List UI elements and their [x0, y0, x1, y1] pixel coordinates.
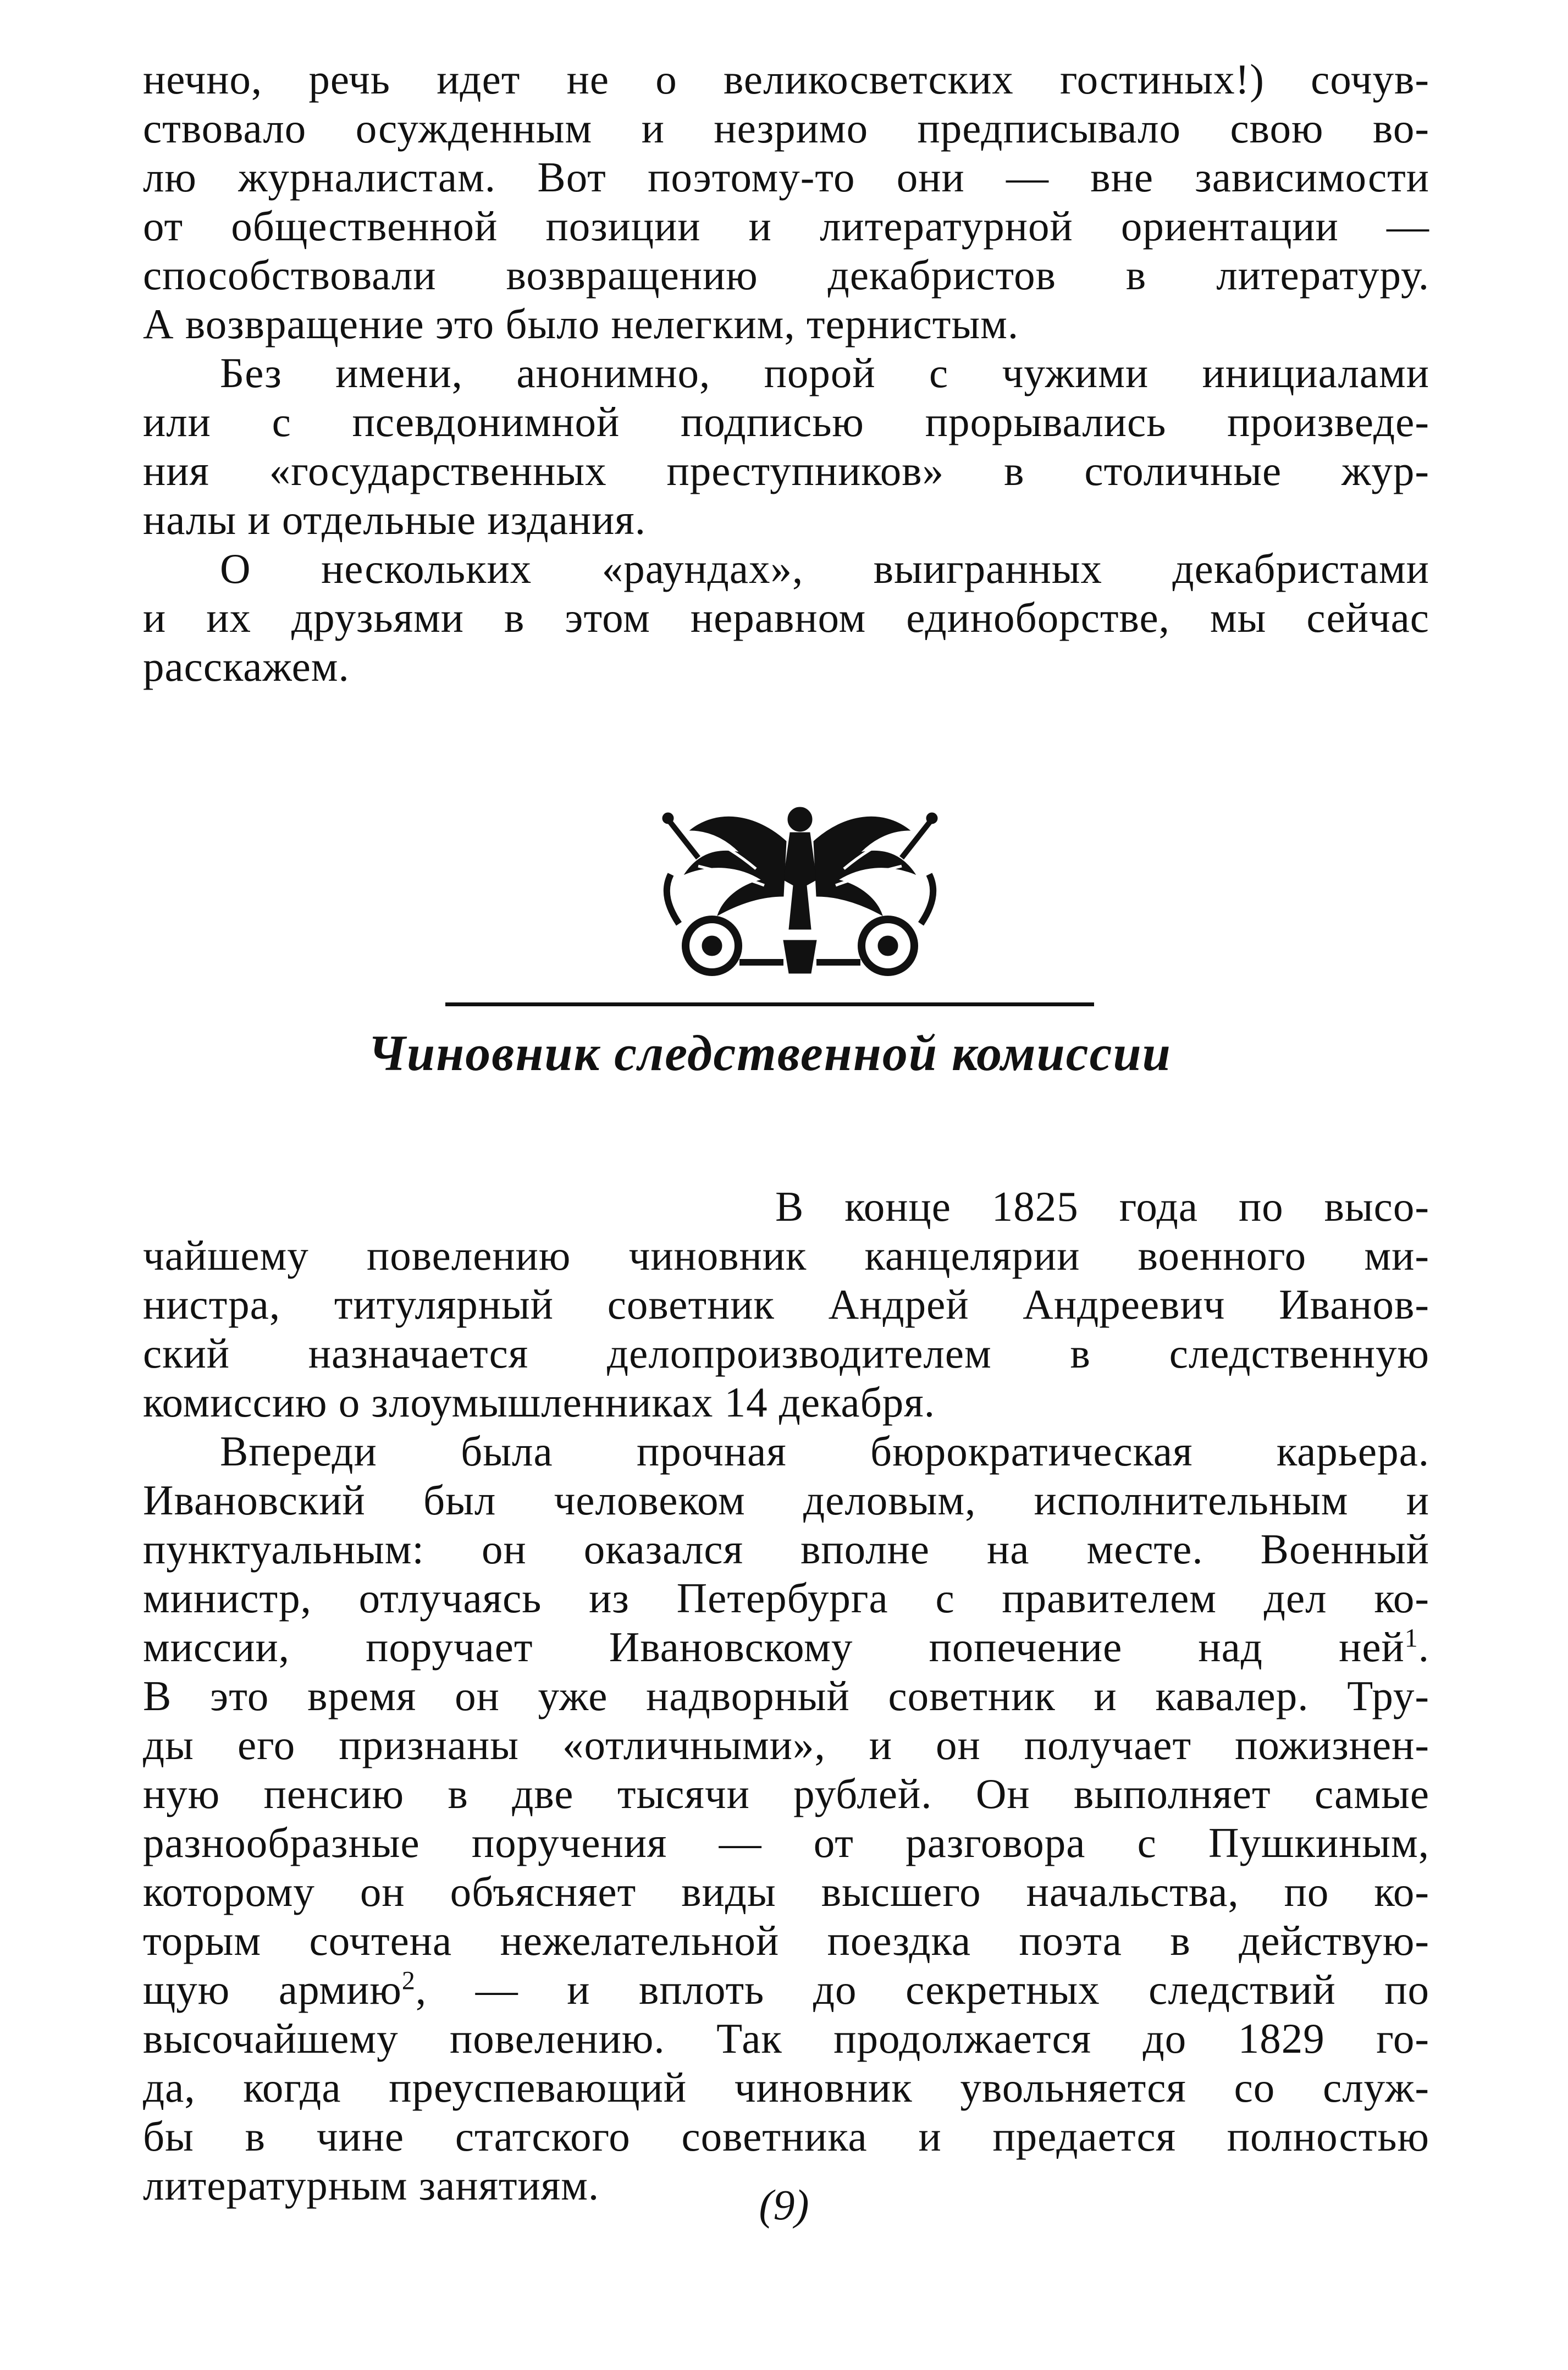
text-line: пунктуальным: он оказался вполне на месте. Военный — [143, 1525, 1429, 1573]
section-divider — [445, 1002, 1094, 1006]
text-line: комиссию о злоумышленниках 14 декабря. — [143, 1379, 935, 1426]
text-line: Впереди была прочная бюрократическая карьера. — [220, 1427, 1429, 1475]
text-line-with-footnote — [143, 1965, 1429, 2014]
section-paragraph-1 — [143, 1182, 1429, 1427]
text-line-with-footnote — [143, 1623, 1429, 1672]
page-number: (9) — [759, 2181, 809, 2229]
text-line: расскажем. — [143, 643, 350, 690]
text-line: В конце 1825 года по высо- — [775, 1183, 1429, 1230]
text-fragment: , — и вплоть до секретных следствий по — [415, 1966, 1429, 2013]
footnote-marker: 2 — [401, 1966, 416, 1996]
text-line: высочайшему повелению. Так продолжается до 1829 го- — [143, 2015, 1429, 2062]
text-line: лю журналистам. Вот поэтому-то они — вне зависимости — [143, 153, 1429, 201]
text-line: ский назначается делопроизводителем в следственную — [143, 1330, 1429, 1377]
intro-text — [143, 55, 1429, 691]
text-line: чайшему повелению чиновник канцелярии военного ми- — [143, 1232, 1429, 1279]
text-fragment: . — [1418, 1623, 1429, 1671]
text-line: литературным занятиям. — [143, 2162, 600, 2209]
text-line: ную пенсию в две тысячи рублей. Он выполняет самые — [143, 1770, 1429, 1817]
text-line: да, когда преуспевающий чиновник увольняется со служ- — [143, 2064, 1429, 2111]
text-line: нечно, речь идет не о великосветских гостиных!) сочув- — [143, 56, 1429, 103]
text-line: Без имени, анонимно, порой с чужими инициалами — [220, 349, 1429, 396]
text-line: О нескольких «раундах», выигранных декабристами — [220, 545, 1429, 592]
text-fragment: щую армию — [143, 1966, 402, 2013]
section-paragraph-2 — [143, 1427, 1429, 2210]
text-line: ды его признаны «отличными», и он получает пожизнен- — [143, 1721, 1429, 1768]
text-line: министр, отлучаясь из Петербурга с правителем дел ко- — [143, 1574, 1429, 1622]
text-line: и их друзьями в этом неравном единоборстве, мы сейчас — [143, 594, 1429, 641]
text-line: ния «государственных преступников» в столичные жур- — [143, 447, 1429, 494]
section-text — [143, 1182, 1429, 2210]
text-fragment: миссии, поручает Ивановскому попечение над ней — [143, 1623, 1405, 1671]
text-line: или с псевдонимной подписью прорывались произведе- — [143, 398, 1429, 445]
text-line: которому он объясняет виды высшего начальства, по ко- — [143, 1868, 1429, 1915]
footnote-marker: 1 — [1404, 1623, 1418, 1653]
intro-paragraph-2 — [143, 349, 1429, 544]
text-line: разнообразные поручения — от разговора с Пушкиным, — [143, 1819, 1429, 1866]
text-line: налы и отдельные издания. — [143, 496, 646, 543]
chapter-title: Чиновник следственной комиссии — [368, 1025, 1172, 1081]
text-line: В это время он уже надворный советник и кавалер. Тру- — [143, 1672, 1429, 1719]
text-line: Ивановский был человеком деловым, исполнительным и — [143, 1476, 1429, 1524]
intro-paragraph-3 — [143, 544, 1429, 691]
text-line: бы в чине статского советника и предается полностью — [143, 2113, 1429, 2160]
text-line: способствовали возвращению декабристов в литературу. — [143, 251, 1429, 299]
text-line: от общественной позиции и литературной ориентации — — [143, 202, 1429, 250]
decorative-vignette-icon — [646, 797, 954, 984]
text-line: нистра, титулярный советник Андрей Андреевич Иванов- — [143, 1281, 1429, 1328]
intro-paragraph-1 — [143, 55, 1429, 349]
vignette-graphic — [646, 797, 954, 984]
text-line: торым сочтена нежелательной поездка поэта в действую- — [143, 1917, 1429, 1964]
text-line: ствовало осужденным и незримо предписывало свою во- — [143, 104, 1429, 152]
text-line: А возвращение это было нелегким, тернистым. — [143, 300, 1019, 348]
